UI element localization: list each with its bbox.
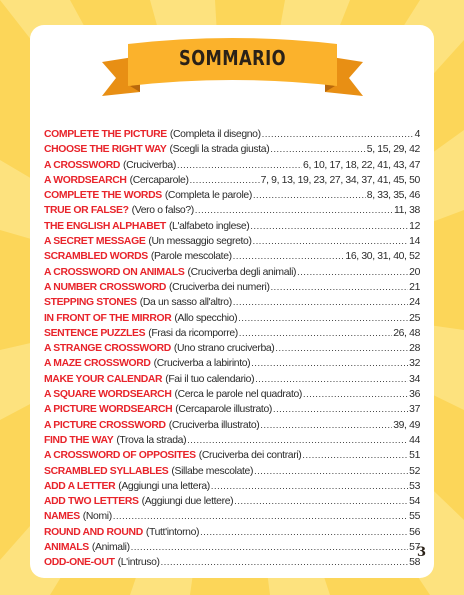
entry-title: A SQUARE WORDSEARCH xyxy=(44,389,172,401)
entry-title: COMPLETE THE WORDS xyxy=(44,190,162,202)
entry-translation: (Cruciverba dei numeri) xyxy=(169,281,270,293)
entry-title: A PICTURE CROSSWORD xyxy=(44,419,166,431)
entry-translation: (Cerca le parole nel quadrato) xyxy=(174,389,303,401)
entry-pages: 55 xyxy=(409,511,420,523)
dot-leader xyxy=(303,387,408,402)
entry-pages: 5, 15, 29, 42 xyxy=(366,144,420,156)
entry-title: ADD TWO LETTERS xyxy=(44,496,139,508)
entry-title: ODD-ONE-OUT xyxy=(44,557,115,569)
entry-translation: (L'alfabeto inglese) xyxy=(168,220,250,232)
entry-translation: (Parole mescolate) xyxy=(150,251,232,263)
entry-translation: (Frasi da ricomporre) xyxy=(148,327,238,339)
entry-translation: (Nomi) xyxy=(82,511,112,523)
entry-pages: 52 xyxy=(409,465,420,477)
entry-translation: (Cruciverba dei contrari) xyxy=(198,450,302,462)
entry-pages: 16, 30, 31, 40, 52 xyxy=(345,251,420,263)
dot-leader xyxy=(297,265,408,280)
dot-leader xyxy=(131,540,408,555)
entry-translation: (Cruciverba) xyxy=(123,159,176,171)
toc-entry[interactable] xyxy=(44,188,420,203)
entry-pages: 6, 10, 17, 18, 22, 41, 43, 47 xyxy=(303,159,420,171)
toc-entry[interactable] xyxy=(44,280,420,295)
entry-translation: (Vero o falso?) xyxy=(131,205,194,217)
toc-entry[interactable] xyxy=(44,402,420,417)
dot-leader xyxy=(211,479,408,494)
entry-title: SCRAMBLED WORDS xyxy=(44,251,148,263)
entry-title: ANIMALS xyxy=(44,542,89,554)
entry-pages: 36 xyxy=(409,389,420,401)
entry-translation: (Cercaparole) xyxy=(129,174,189,186)
entry-pages: 54 xyxy=(409,496,420,508)
dot-leader xyxy=(113,509,408,524)
entry-pages: 34 xyxy=(409,373,420,385)
toc-entry[interactable] xyxy=(44,158,420,173)
toc-entry[interactable] xyxy=(44,142,420,157)
entry-title: A PICTURE WORDSEARCH xyxy=(44,404,173,416)
entry-pages: 8, 33, 35, 46 xyxy=(366,190,420,202)
dot-leader xyxy=(262,127,414,142)
entry-pages: 24 xyxy=(409,297,420,309)
toc-entry[interactable] xyxy=(44,356,420,371)
toc-entry[interactable] xyxy=(44,295,420,310)
entry-pages: 11, 38 xyxy=(393,205,420,217)
entry-pages: 56 xyxy=(409,526,420,538)
toc-entry[interactable] xyxy=(44,479,420,494)
toc-entry[interactable] xyxy=(44,341,420,356)
dot-leader xyxy=(177,158,302,173)
entry-title: NAMES xyxy=(44,511,80,523)
toc-entry[interactable] xyxy=(44,219,420,234)
entry-title: ADD A LETTER xyxy=(44,480,116,492)
entry-translation: (Tutt'intorno) xyxy=(145,526,200,538)
entry-translation: (Cruciverba a labirinto) xyxy=(153,358,251,370)
toc-entry[interactable] xyxy=(44,249,420,264)
entry-title: A MAZE CROSSWORD xyxy=(44,358,151,370)
toc-entry[interactable] xyxy=(44,540,420,555)
entry-pages: 28 xyxy=(409,343,420,355)
toc-entry[interactable] xyxy=(44,265,420,280)
toc-entry[interactable] xyxy=(44,387,420,402)
toc-entry[interactable] xyxy=(44,173,420,188)
toc-entry[interactable] xyxy=(44,494,420,509)
dot-leader xyxy=(251,356,408,371)
entry-pages: 21 xyxy=(409,281,420,293)
entry-translation: (Completa le parole) xyxy=(164,190,252,202)
table-of-contents xyxy=(44,127,420,571)
entry-pages: 12 xyxy=(409,220,420,232)
entry-pages: 32 xyxy=(409,358,420,370)
entry-title: STEPPING STONES xyxy=(44,297,137,309)
entry-title: A SECRET MESSAGE xyxy=(44,236,146,248)
entry-pages: 26, 48 xyxy=(393,327,420,339)
entry-title: COMPLETE THE PICTURE xyxy=(44,129,167,140)
entry-pages: 57 xyxy=(409,542,420,554)
dot-leader xyxy=(233,295,408,310)
page-number: 3 xyxy=(416,545,426,560)
entry-title: A STRANGE CROSSWORD xyxy=(44,343,171,355)
entry-title: A WORDSEARCH xyxy=(44,174,127,186)
entry-title: ROUND AND ROUND xyxy=(44,526,143,538)
entry-translation: (Sillabe mescolate) xyxy=(171,465,254,477)
entry-pages: 53 xyxy=(409,480,420,492)
dot-leader xyxy=(190,173,260,188)
toc-entry[interactable] xyxy=(44,509,420,524)
dot-leader xyxy=(254,464,408,479)
entry-title: SENTENCE PUZZLES xyxy=(44,327,146,339)
dot-leader xyxy=(161,555,408,570)
toc-entry[interactable] xyxy=(44,433,420,448)
entry-translation: (Scegli la strada giusta) xyxy=(169,144,270,156)
dot-leader xyxy=(239,326,392,341)
entry-translation: (Cruciverba illustrato) xyxy=(168,419,260,431)
entry-translation: (Fai il tuo calendario) xyxy=(165,373,255,385)
entry-translation: (Animali) xyxy=(91,542,130,554)
entry-translation: (Uno strano cruciverba) xyxy=(173,343,275,355)
entry-title: MAKE YOUR CALENDAR xyxy=(44,373,163,385)
entry-pages: 39, 49 xyxy=(393,419,420,431)
toc-entry[interactable] xyxy=(44,418,420,433)
toc-entry[interactable] xyxy=(44,203,420,218)
toc-entry[interactable] xyxy=(44,372,420,387)
toc-entry[interactable] xyxy=(44,525,420,540)
dot-leader xyxy=(275,341,408,356)
entry-pages: 44 xyxy=(409,434,420,446)
entry-translation: (Un messaggio segreto) xyxy=(148,236,252,248)
page-title: SOMMARIO xyxy=(178,46,287,70)
dot-leader xyxy=(271,280,409,295)
entry-translation: (Completa il disegno) xyxy=(169,129,261,140)
entry-title: A CROSSWORD ON ANIMALS xyxy=(44,266,185,278)
entry-translation: (L'intruso) xyxy=(117,557,160,569)
dot-leader xyxy=(270,142,365,157)
entry-title: IN FRONT OF THE MIRROR xyxy=(44,312,172,324)
entry-title: A CROSSWORD xyxy=(44,159,121,171)
dot-leader xyxy=(260,418,392,433)
dot-leader xyxy=(233,249,345,264)
entry-translation: (Aggiungi una lettera) xyxy=(118,480,210,492)
dot-leader xyxy=(273,402,408,417)
entry-translation: (Allo specchio) xyxy=(174,312,238,324)
entry-translation: (Cercaparole illustrato) xyxy=(175,404,272,416)
entry-translation: (Aggiungi due lettere) xyxy=(141,496,234,508)
toc-entry[interactable] xyxy=(44,464,420,479)
toc-entry[interactable] xyxy=(44,555,420,570)
entry-pages: 58 xyxy=(409,557,420,569)
dot-leader xyxy=(302,448,408,463)
entry-title: THE ENGLISH ALPHABET xyxy=(44,220,166,232)
dot-leader xyxy=(187,433,408,448)
entry-title: CHOOSE THE RIGHT WAY xyxy=(44,144,167,156)
entry-pages: 20 xyxy=(409,266,420,278)
entry-translation: (Cruciverba degli animali) xyxy=(187,266,297,278)
dot-leader xyxy=(250,219,408,234)
entry-pages: 14 xyxy=(409,236,420,248)
entry-translation: (Da un sasso all'altro) xyxy=(139,297,232,309)
dot-leader xyxy=(195,203,393,218)
toc-entry[interactable] xyxy=(44,311,420,326)
title-ribbon xyxy=(100,34,365,104)
entry-pages: 25 xyxy=(409,312,420,324)
entry-title: SCRAMBLED SYLLABLES xyxy=(44,465,169,477)
dot-leader xyxy=(200,525,408,540)
entry-pages: 51 xyxy=(409,450,420,462)
entry-title: TRUE OR FALSE? xyxy=(44,205,129,217)
dot-leader xyxy=(238,311,408,326)
entry-translation: (Trova la strada) xyxy=(116,434,187,446)
entry-title: FIND THE WAY xyxy=(44,434,114,446)
entry-title: A NUMBER CROSSWORD xyxy=(44,281,167,293)
dot-leader xyxy=(255,372,408,387)
entry-pages: 7, 9, 13, 19, 23, 27, 34, 37, 41, 45, 50 xyxy=(260,174,420,186)
entry-title: A CROSSWORD OF OPPOSITES xyxy=(44,450,196,462)
entry-pages: 37 xyxy=(409,404,420,416)
dot-leader xyxy=(253,234,409,249)
toc-entry[interactable] xyxy=(44,326,420,341)
toc-entry[interactable] xyxy=(44,448,420,463)
dot-leader xyxy=(234,494,408,509)
entry-pages: 4 xyxy=(414,129,420,140)
toc-entry[interactable] xyxy=(44,127,420,142)
toc-entry[interactable] xyxy=(44,234,420,249)
dot-leader xyxy=(253,188,366,203)
